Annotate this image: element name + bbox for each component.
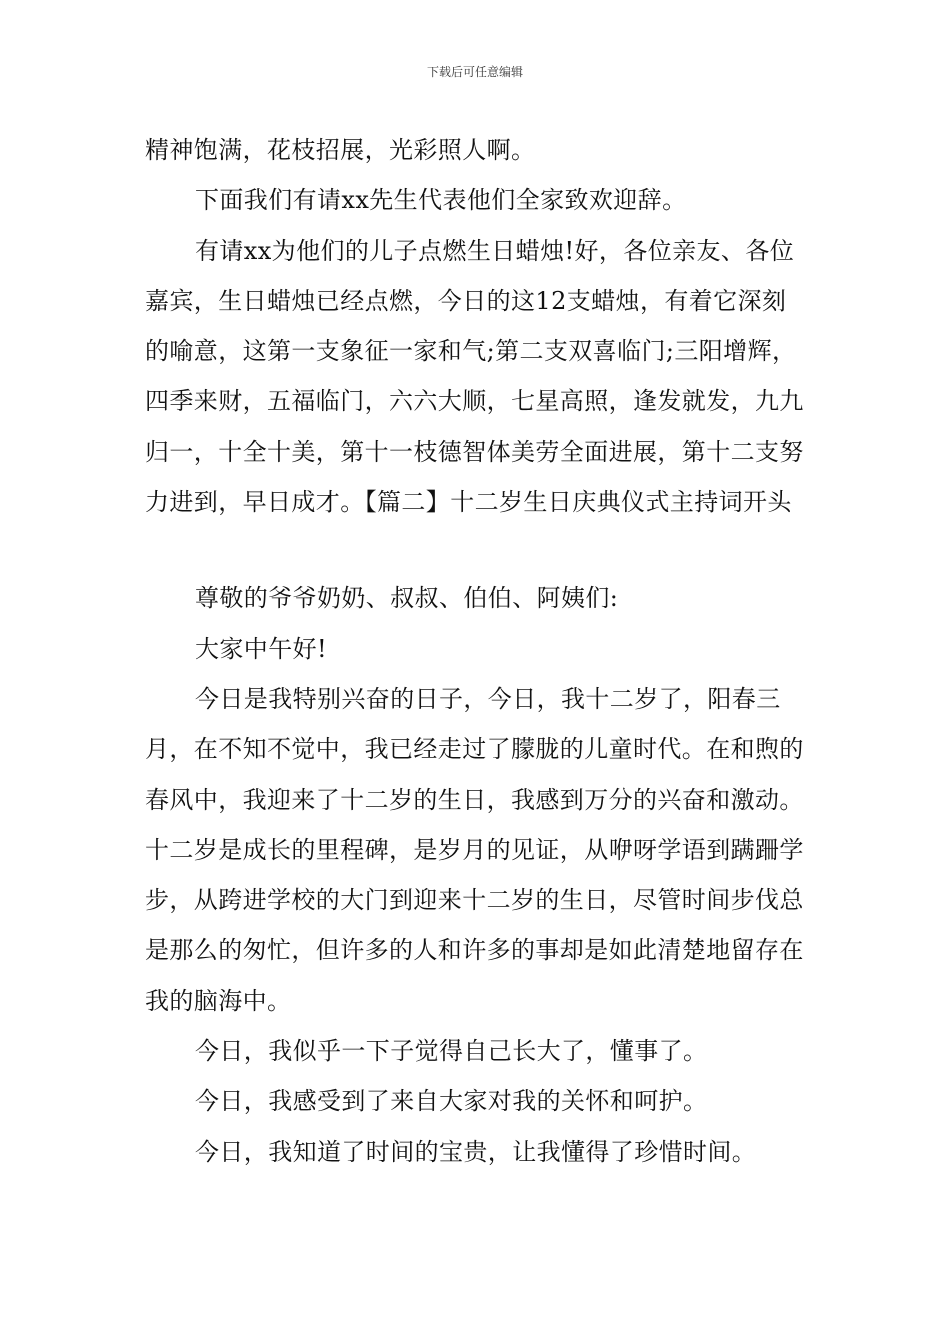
document-body — [145, 125, 810, 1177]
paragraph-1: 精神饱满，花枝招展，光彩照人啊。 — [145, 136, 536, 164]
paragraph-2: 下面我们有请xx先生代表他们全家致欢迎辞。 — [195, 186, 687, 215]
paragraph-3: 有请xx为他们的儿子点燃生日蜡烛!好，各位亲友、各位嘉宾，生日蜡烛已经点燃，今日的这12支蜡烛，有着它深刻的喻意，这第一支象征一家和气;第二支双喜临门;三阳增辉，四季来财，五福临门，六六大顺，七星高照，逢发就发，九九归一，十全十美，第十一枝德智体美劳全面进展，第十二支努力进到，早日成才。【篇二】十二岁生日庆典仪式主持词开头 — [145, 236, 804, 517]
paragraph-6: 今日是我特别兴奋的日子，今日，我十二岁了，阳春三月，在不知不觉中，我已经走过了朦胧的儿童时代。在和煦的春风中，我迎来了十二岁的生日，我感到万分的兴奋和激动。十二岁是成长的里程碑，是岁月的见证，从咿呀学语到蹒跚学步，从跨进学校的大门到迎来十二岁的生日，尽管时间步伐总是那么的匆忙，但许多的人和许多的事却是如此清楚地留存在我的脑海中。 — [145, 684, 804, 1015]
paragraph-8: 今日，我感受到了来自大家对我的关怀和呵护。 — [195, 1087, 708, 1116]
paragraph-9: 今日，我知道了时间的宝贵，让我懂得了珍惜时间。 — [195, 1137, 757, 1166]
paragraph-gap — [145, 527, 810, 573]
paragraph-4: 尊敬的爷爷奶奶、叔叔、伯伯、阿姨们: — [195, 584, 619, 613]
paragraph-5: 大家中午好! — [195, 634, 328, 663]
page-header: 下载后可任意编辑 — [426, 65, 523, 79]
paragraph-7: 今日，我似乎一下子觉得自己长大了，懂事了。 — [195, 1037, 708, 1066]
